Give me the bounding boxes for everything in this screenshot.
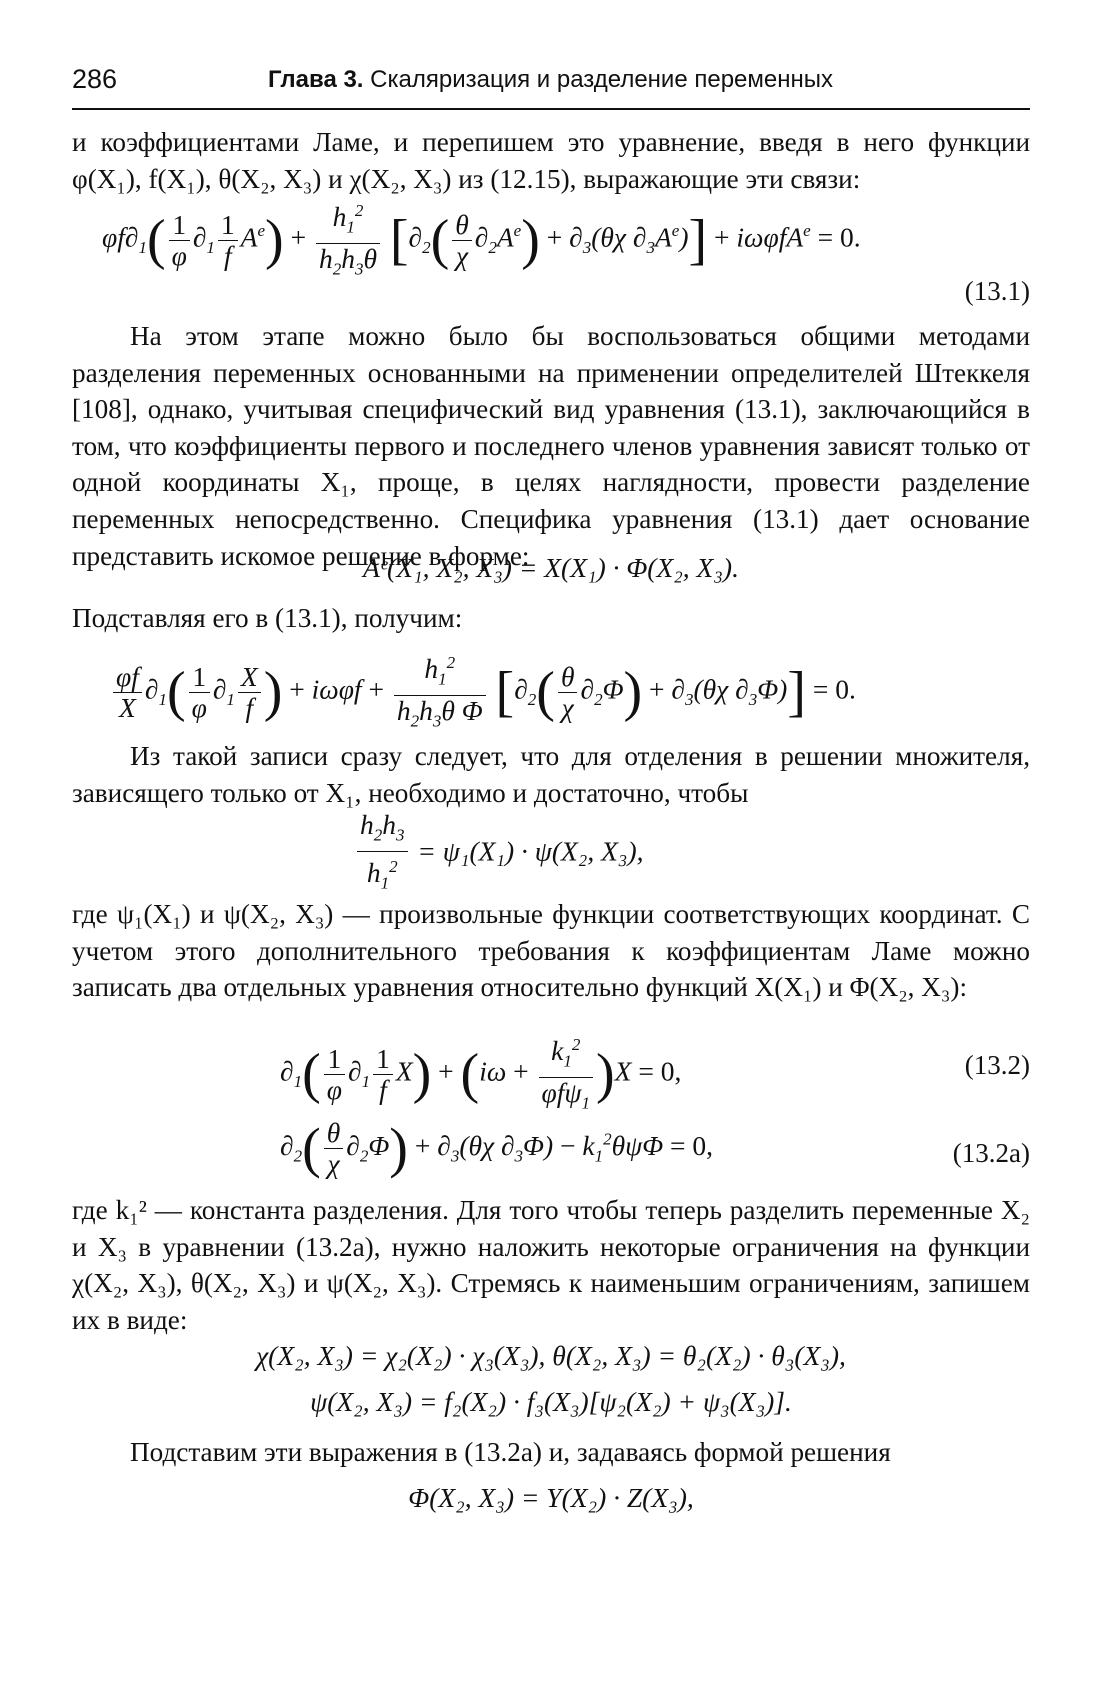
equation-13-2a: $\partial_2$( $\frac{\theta}{\chi}$ $\partial_2\Phi) + \partial_3(\theta\chi$ $\partial_3\Phi) - k_1^2\theta\psi\Phi = 0$, (13.2a) bbox=[280, 1117, 1030, 1180]
equation-13-2: $\partial_1$( $\frac{1}{\varphi}$ $\partial_1$ $\frac{1}{f}$ X) + (iω + $\frac{k_1^2}{\varphi f\psi_1}$ )X = 0, (13.2) bbox=[72, 1030, 1030, 1110]
equation-separation: Aᵉ(X₁, X₂, X₃) = X(X₁) · Φ(X₂, X₃). bbox=[363, 552, 739, 583]
equation-label: (13.2a) bbox=[952, 1138, 1030, 1168]
chapter-heading bbox=[268, 66, 833, 94]
paragraph-4: Из такой записи сразу следует, что для отделения в решении множителя, зависящего только от X₁, необходимо и достаточно, чтобы bbox=[72, 741, 1030, 808]
chapter-label: Глава 3. bbox=[268, 66, 364, 93]
paragraph-6: где k₁² — константа разделения. Для того чтобы теперь разделить переменные X₂ и X₃ в уравнении (13.2а), нужно наложить некоторые ограничения на функции χ(X₂, X₃), θ(X₂, X₃) и ψ(X₂, X₃). Стремясь к наименьшим ограничениям, запишем их в виде: bbox=[72, 1195, 1030, 1335]
equation-solution-form: Φ(X₂, X₃) = Y(X₂) · Z(X₃), bbox=[408, 1482, 694, 1513]
equation-13-1: $\varphi f\partial_1$( $\frac{1}{\varphi}$ $\partial_1$ $\frac{1}{f}$ $A^e$) + $\frac{h_1^2}{h_2h_3\theta}$ [$\partial_2$( $\frac{\theta}{\chi}$ $\partial_2A^e) + \partial_3(\theta\chi$ $\partial_3A^e)] + i\omega\varphi fA^e = 0$. (13.1) bbox=[72, 196, 1030, 306]
equation-lame-condition: $\frac{h_2h_3}{h_1^2}$ = ψ₁(X₁) · ψ(X₂, X₃), bbox=[72, 810, 1030, 886]
paragraph-1: и коэффициентами Ламе, и перепишем это уравнение, введя в него функции φ(X₁), f(X₁), θ(X₂, X₃) и χ(X₂, X₃) из (12.15), выражающие эти связи: bbox=[72, 127, 1030, 194]
equation-restrictions-2: ψ(X₂, X₃) = f₂(X₂) · f₃(X₃)[ψ₂(X₂) + ψ₃(X₃)]. bbox=[310, 1386, 792, 1417]
running-header bbox=[72, 58, 1030, 110]
equation-substituted: $\frac{\varphi f}{X}$ $\partial_1$( $\frac{1}{\varphi}$ $\partial_1$ $\frac{X}{f}$ ) + iωφf + $\frac{h_1^2}{h_2h_3\theta \Phi}$ [$\partial_2$( $\frac{\theta}{\chi}$ $\partial_2\Phi) + \partial_3(\theta\chi$ $\partial_3\Phi)] = 0$. bbox=[72, 648, 1030, 728]
page-number: 286 bbox=[72, 64, 118, 94]
equation-lame-rhs: = ψ₁(X₁) · ψ(X₂, X₃), bbox=[417, 835, 644, 867]
equation-label: (13.1) bbox=[964, 276, 1030, 306]
paragraph-7: Подставим эти выражения в (13.2а) и, задаваясь формой решения bbox=[130, 1437, 891, 1467]
paragraph-5: где ψ₁(X₁) и ψ(X₂, X₃) — произвольные функции соответствующих координат. С учетом этого дополнительного требования к коэффициентам Ламе можно записать два отдельных уравнения относительно функций X(X₁) и Φ(X₂, X₃): bbox=[72, 899, 1030, 1003]
chapter-title: Скаляризация и разделение переменных bbox=[370, 66, 833, 93]
paragraph-3: Подставляя его в (13.1), получим: bbox=[72, 603, 463, 633]
paragraph-2: На этом этапе можно было бы воспользоваться общими методами разделения переменных основанными на применении определителей Штеккеля [108], однако, учитывая специфический вид уравнения (13.1), заключающийся в том, что коэффициенты первого и последнего членов уравнения зависят только от одной координаты X₁, проще, в целях наглядности, провести разделение переменных непосредственно. Специфика уравнения (13.1) дает основание представить искомое решение в форме: bbox=[72, 321, 1030, 571]
equation-label: (13.2) bbox=[964, 1050, 1030, 1080]
equation-restrictions-1: χ(X₂, X₃) = χ₂(X₂) · χ₃(X₃), θ(X₂, X₃) = θ₂(X₂) · θ₃(X₃), bbox=[256, 1340, 846, 1371]
